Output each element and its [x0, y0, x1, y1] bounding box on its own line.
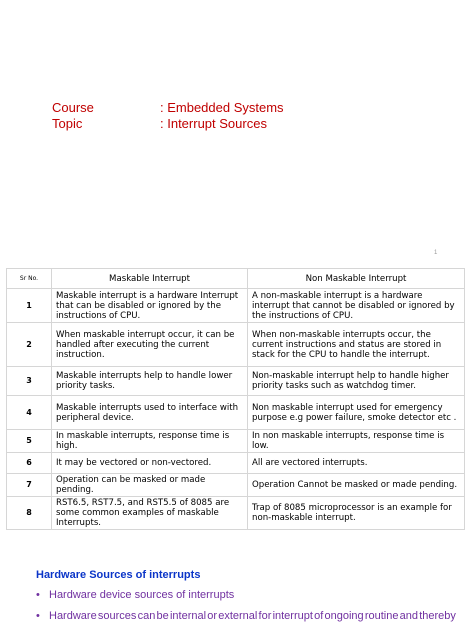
maskable-cell: It may be vectored or non-vectored.	[52, 453, 248, 474]
word: for	[258, 610, 272, 622]
table-row	[7, 367, 465, 396]
maskable-cell: In maskable interrupts, response time is high.	[52, 430, 248, 453]
table-header-row	[7, 269, 465, 289]
maskable-cell: When maskable interrupt occur, it can be handled after executing the current instruction.	[52, 323, 248, 367]
word: interrupt	[272, 610, 313, 622]
row-number: 6	[7, 453, 52, 474]
row-number: 5	[7, 430, 52, 453]
table-row	[7, 453, 465, 474]
course-row	[52, 100, 284, 116]
non-maskable-cell: A non-maskable interrupt is a hardware interrupt that cannot be disabled or ignored by the instructions of CPU.	[248, 289, 465, 323]
maskable-cell: RST6.5, RST7.5, and RST5.5 of 8085 are some common examples of maskable Interrupts.	[52, 497, 248, 530]
header-sr-no: Sr No.	[7, 269, 52, 289]
table-row	[7, 474, 465, 497]
hardware-sources-list	[36, 588, 456, 630]
non-maskable-cell: In non maskable interrupts, response time is low.	[248, 430, 465, 453]
non-maskable-cell: Non-maskable interrupt help to handle higher priority tasks such as watchdog timer.	[248, 367, 465, 396]
word: routine	[364, 610, 399, 622]
non-maskable-cell: Trap of 8085 microprocessor is an example for non-maskable interrupt.	[248, 497, 465, 530]
course-value: : Embedded Systems	[160, 100, 284, 115]
table-row	[7, 396, 465, 430]
row-number: 4	[7, 396, 52, 430]
bullet-icon: •	[36, 610, 40, 622]
row-number: 7	[7, 474, 52, 497]
topic-label: Topic	[52, 116, 83, 131]
maskable-cell: Maskable interrupts used to interface with peripheral device.	[52, 396, 248, 430]
header-non-maskable: Non Maskable Interrupt	[248, 269, 465, 289]
course-label: Course	[52, 100, 94, 115]
row-number: 2	[7, 323, 52, 367]
row-number: 8	[7, 497, 52, 530]
word: be	[156, 610, 169, 622]
word: and	[399, 610, 419, 622]
non-maskable-cell: Non maskable interrupt used for emergency purpose e.g power failure, smoke detector etc .	[248, 396, 465, 430]
list-item-text: Hardware device sources of interrupts	[49, 589, 235, 601]
row-number: 3	[7, 367, 52, 396]
maskable-cell: Maskable interrupt is a hardware Interrupt that can be disabled or ignored by the instructions of CPU.	[52, 289, 248, 323]
word: internal	[169, 610, 207, 622]
table-row	[7, 430, 465, 453]
topic-value: : Interrupt Sources	[160, 116, 267, 131]
word: thereby	[419, 610, 456, 622]
non-maskable-cell: Operation Cannot be masked or made pending.	[248, 474, 465, 497]
header-maskable: Maskable Interrupt	[52, 269, 248, 289]
table-row	[7, 497, 465, 530]
row-number: 1	[7, 289, 52, 323]
topic-row	[52, 116, 284, 132]
hardware-sources-heading: Hardware Sources of interrupts	[36, 569, 201, 581]
word: can	[137, 610, 156, 622]
word: sources	[97, 610, 137, 622]
bullet-icon: •	[36, 589, 40, 601]
word: external	[218, 610, 258, 622]
course-info	[52, 100, 284, 132]
slide-mark: 1	[434, 250, 438, 256]
list-item	[36, 588, 456, 602]
maskable-cell: Operation can be masked or made pending.	[52, 474, 248, 497]
word: Hardware	[49, 610, 97, 622]
table-row	[7, 289, 465, 323]
word: or	[207, 610, 218, 622]
list-item-text	[49, 609, 456, 623]
non-maskable-cell: All are vectored interrupts.	[248, 453, 465, 474]
word: ongoing	[324, 610, 364, 622]
word: of	[314, 610, 324, 622]
list-item	[36, 609, 456, 623]
table-row	[7, 323, 465, 367]
comparison-table	[6, 268, 465, 530]
non-maskable-cell: When non-maskable interrupts occur, the current instructions and status are stored in stack for the CPU to handle the interrupt.	[248, 323, 465, 367]
maskable-cell: Maskable interrupts help to handle lower priority tasks.	[52, 367, 248, 396]
